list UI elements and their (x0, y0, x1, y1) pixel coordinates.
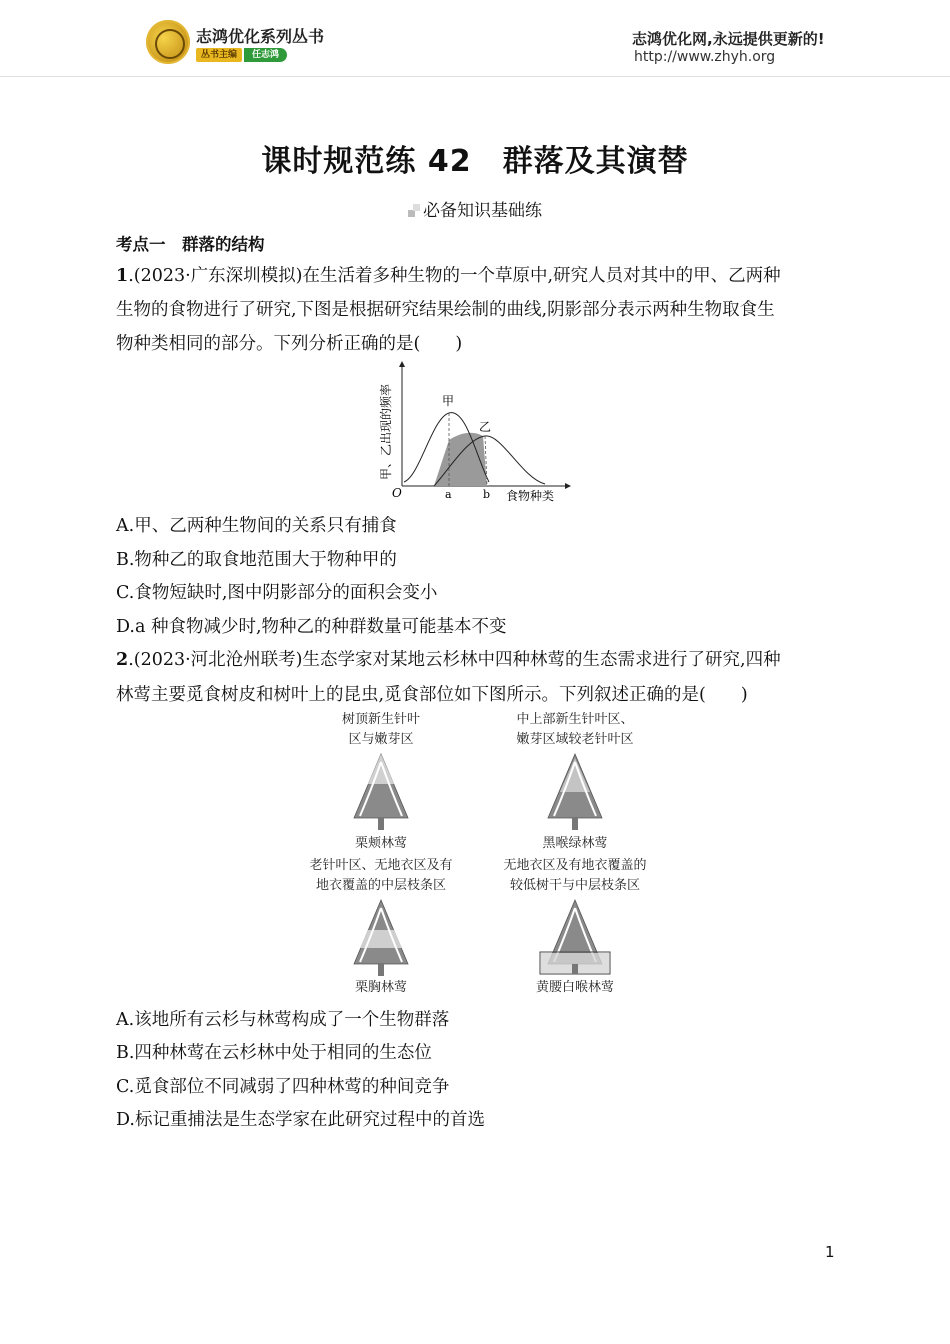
page-title: 课时规范练 42 群落及其演替 (261, 144, 689, 179)
header-slogan: 志鸿优化网,永远提供更新的! (632, 30, 825, 48)
q2-option-c[interactable]: C.觅食部位不同减弱了四种林莺的种间竞争 (116, 1077, 450, 1097)
topic-heading: 考点一 群落的结构 (116, 235, 265, 254)
q1-stem-line1: 1.(2023·广东深圳模拟)在生活着多种生物的一个草原中,研究人员对其中的甲、乙两种 (116, 266, 781, 286)
q1-option-b[interactable]: B.物种乙的取食地范围大于物种甲的 (116, 550, 397, 570)
q1-number: 1 (116, 266, 129, 286)
tr-desc-line2: 嫩芽区域较老针叶区 (516, 732, 634, 747)
q1-frequency-chart (370, 358, 580, 506)
editor-name: 任志鸿 (244, 48, 287, 62)
tree-bottom-left (346, 898, 416, 978)
tick-a-label: a (445, 488, 452, 501)
tl-bird-name: 栗颊林莺 (354, 836, 407, 851)
x-axis-label: 食物种类 (506, 489, 555, 503)
editor-label: 丛书主编 (196, 48, 242, 62)
tl-desc-line1: 树顶新生针叶 (341, 712, 420, 727)
header-url[interactable]: http://www.zhyh.org (634, 49, 776, 65)
curve-yi-label: 乙 (479, 420, 492, 434)
q2-option-a[interactable]: A.该地所有云杉与林莺构成了一个生物群落 (116, 1010, 450, 1030)
tree-top-right (540, 752, 610, 832)
section-heading (0, 196, 950, 221)
br-bird-name: 黄腰白喉林莺 (535, 980, 614, 995)
q2-option-b[interactable]: B.四种林莺在云杉林中处于相同的生态位 (116, 1043, 432, 1063)
br-desc-line2: 较低树干与中层枝条区 (509, 878, 640, 893)
curve-jia-label: 甲 (442, 394, 455, 408)
tr-desc-line1: 中上部新生针叶区、 (516, 712, 634, 727)
tree-top-left (346, 752, 416, 832)
q2-stem-line1: 2.(2023·河北沧州联考)生态学家对某地云杉林中四种林莺的生态需求进行了研究,四种 (116, 650, 781, 670)
editor-badge (196, 48, 287, 62)
tr-bird-name: 黑喉绿林莺 (542, 836, 608, 851)
tick-b-label: b (483, 488, 491, 501)
q1-stem-line2: 生物的食物进行了研究,下图是根据研究结果绘制的曲线,阴影部分表示两种生物取食生 (116, 300, 775, 320)
q1-option-a[interactable]: A.甲、乙两种生物间的关系只有捕食 (116, 516, 397, 536)
bl-bird-name: 栗胸林莺 (354, 980, 407, 995)
q2-stem-line2: 林莺主要觅食树皮和树叶上的昆虫,觅食部位如下图所示。下列叙述正确的是( ) (116, 685, 748, 705)
q2-option-d[interactable]: D.标记重捕法是生态学家在此研究过程中的首选 (116, 1110, 485, 1130)
page-number: 1 (825, 1243, 835, 1261)
q1-option-d[interactable]: D.a 种食物减少时,物种乙的种群数量可能基本不变 (116, 617, 507, 637)
overlap-shaded-area (434, 433, 487, 486)
bl-desc-line2: 地衣覆盖的中层枝条区 (315, 878, 446, 893)
tree-bottom-right (536, 898, 614, 978)
series-logo (146, 20, 190, 64)
tl-desc-line2: 区与嫩芽区 (348, 732, 414, 747)
header-divider (0, 76, 950, 77)
y-axis-label: 甲、乙出现的频率 (379, 383, 393, 480)
bl-desc-line1: 老针叶区、无地衣区及有 (309, 858, 453, 873)
q2-number: 2 (116, 650, 129, 670)
series-title: 志鸿优化系列丛书 (196, 27, 325, 46)
q1-option-c[interactable]: C.食物短缺时,图中阴影部分的面积会变小 (116, 583, 438, 603)
section-mark-icon (408, 204, 421, 217)
q1-stem-line3: 物种类相同的部分。下列分析正确的是( ) (116, 334, 463, 354)
br-desc-line1: 无地衣区及有地衣覆盖的 (503, 858, 647, 873)
origin-label: O (392, 486, 402, 500)
section-label: 必备知识基础练 (423, 201, 542, 221)
